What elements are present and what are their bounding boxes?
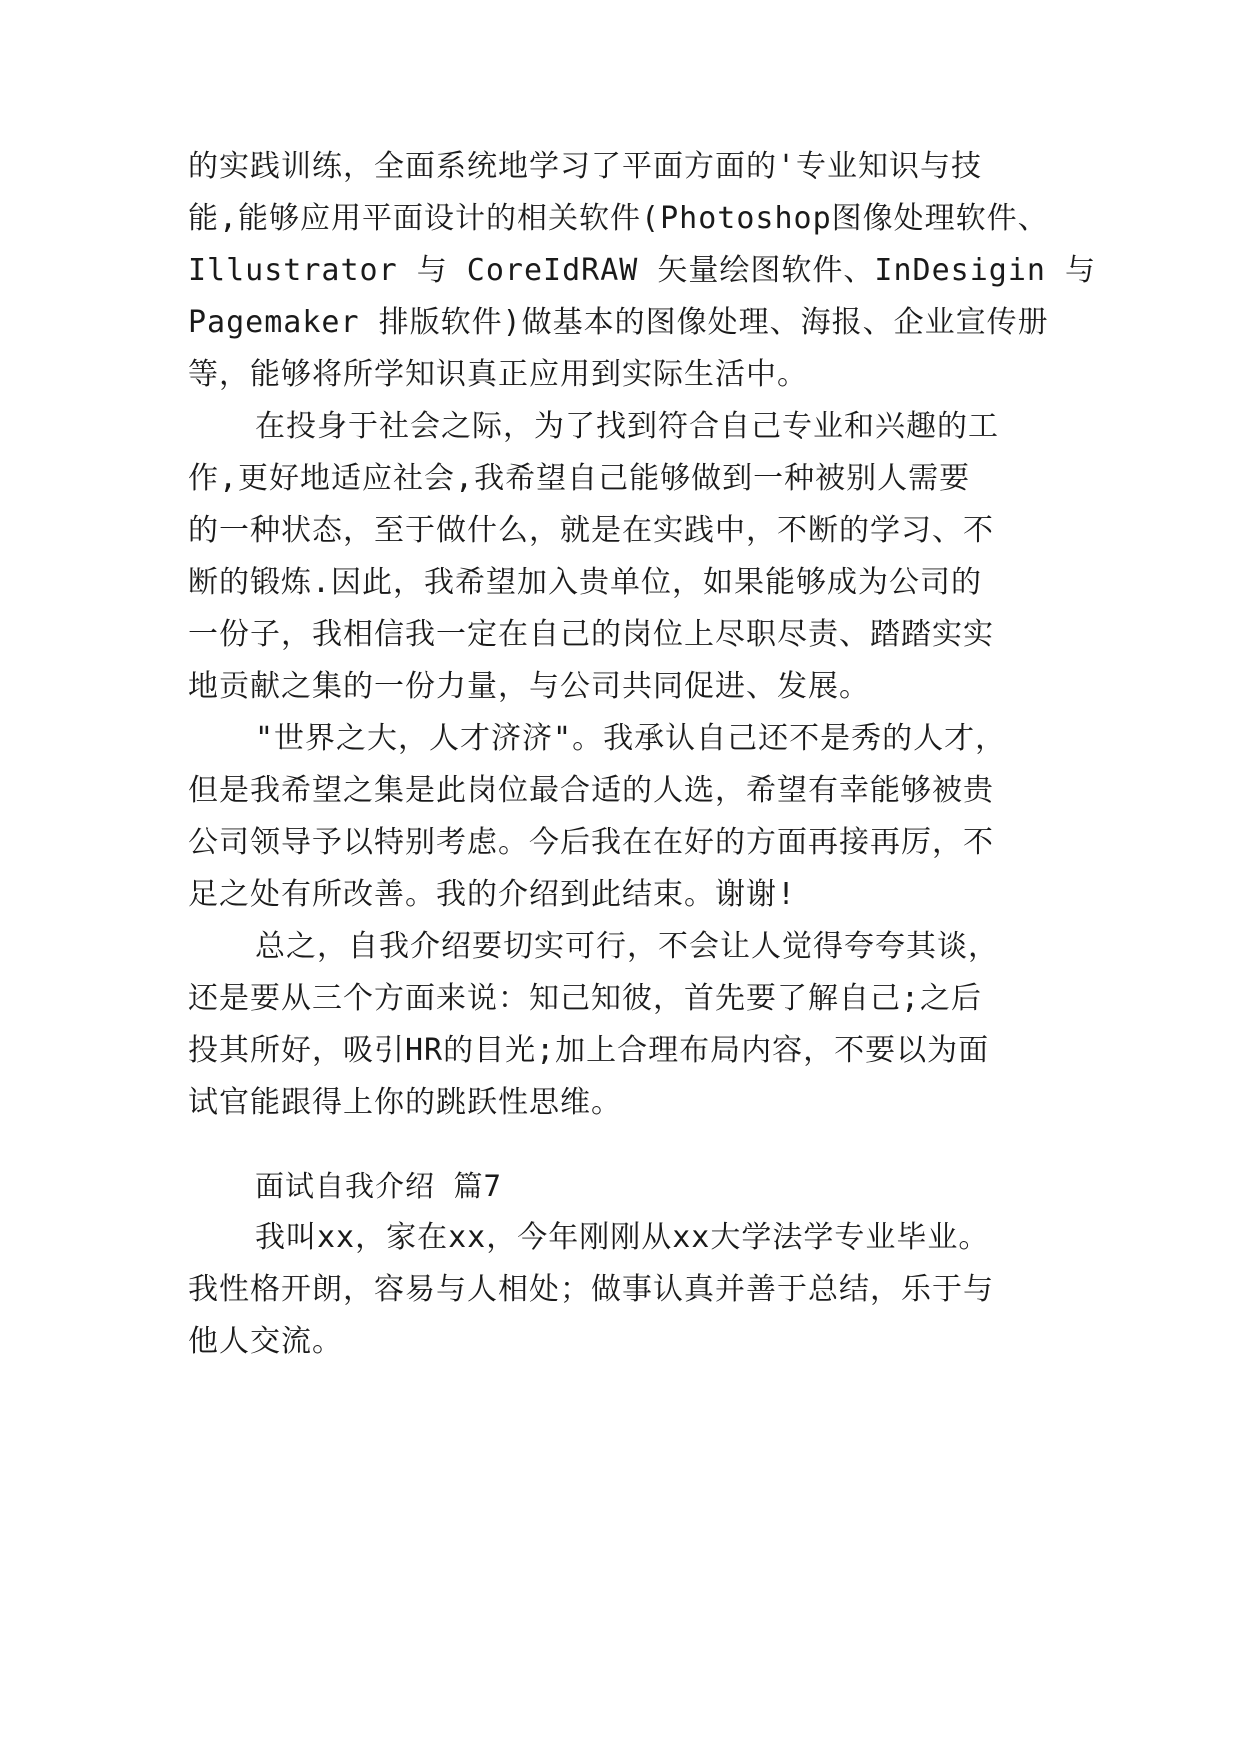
text-line: 我性格开朗，容易与人相处；做事认真并善于总结，乐于与 — [188, 1272, 994, 1307]
text-line: 试官能跟得上你的跳跃性思维。 — [188, 1085, 622, 1120]
text-line: 等，能够将所学知识真正应用到实际生活中。 — [188, 357, 808, 392]
text-line: Illustrator 与 CoreIdRAW 矢量绘图软件、InDesigin 与 — [188, 253, 1097, 288]
text-line: 公司领导予以特别考虑。今后我在在好的方面再接再厉，不 — [188, 825, 994, 860]
text-line: 在投身于社会之际，为了找到符合自己专业和兴趣的工 — [255, 409, 999, 444]
text-line: Pagemaker 排版软件)做基本的图像处理、海报、企业宣传册 — [188, 305, 1049, 340]
text-line: 我叫xx，家在xx，今年刚刚从xx大学法学专业毕业。 — [255, 1220, 990, 1255]
text-line: "世界之大，人才济济"。我承认自己还不是秀的人才， — [255, 721, 1007, 756]
text-line: 作,更好地适应社会,我希望自己能够做到一种被别人需要 — [188, 461, 971, 496]
text-line: 总之，自我介绍要切实可行，不会让人觉得夸夸其谈， — [255, 929, 999, 964]
text-line: 的实践训练，全面系统地学习了平面方面的'专业知识与技 — [188, 149, 983, 184]
text-line: 的一种状态，至于做什么，就是在实践中，不断的学习、不 — [188, 513, 994, 548]
text-line: 投其所好，吸引HR的目光;加上合理布局内容，不要以为面 — [188, 1033, 990, 1068]
text-line: 地贡献之集的一份力量，与公司共同促进、发展。 — [188, 669, 870, 704]
section-heading: 面试自我介绍 篇7 — [255, 1169, 502, 1203]
text-line: 一份子，我相信我一定在自己的岗位上尽职尽责、踏踏实实 — [188, 617, 994, 652]
text-line: 能,能够应用平面设计的相关软件(Photoshop图像处理软件、 — [188, 201, 1049, 236]
text-line: 足之处有所改善。我的介绍到此结束。谢谢! — [188, 877, 797, 912]
text-line: 还是要从三个方面来说：知己知彼，首先要了解自己;之后 — [188, 981, 983, 1016]
text-line: 但是我希望之集是此岗位最合适的人选，希望有幸能够被贵 — [188, 773, 994, 808]
text-line: 断的锻炼.因此，我希望加入贵单位，如果能够成为公司的 — [188, 565, 983, 600]
text-line: 他人交流。 — [188, 1324, 343, 1359]
